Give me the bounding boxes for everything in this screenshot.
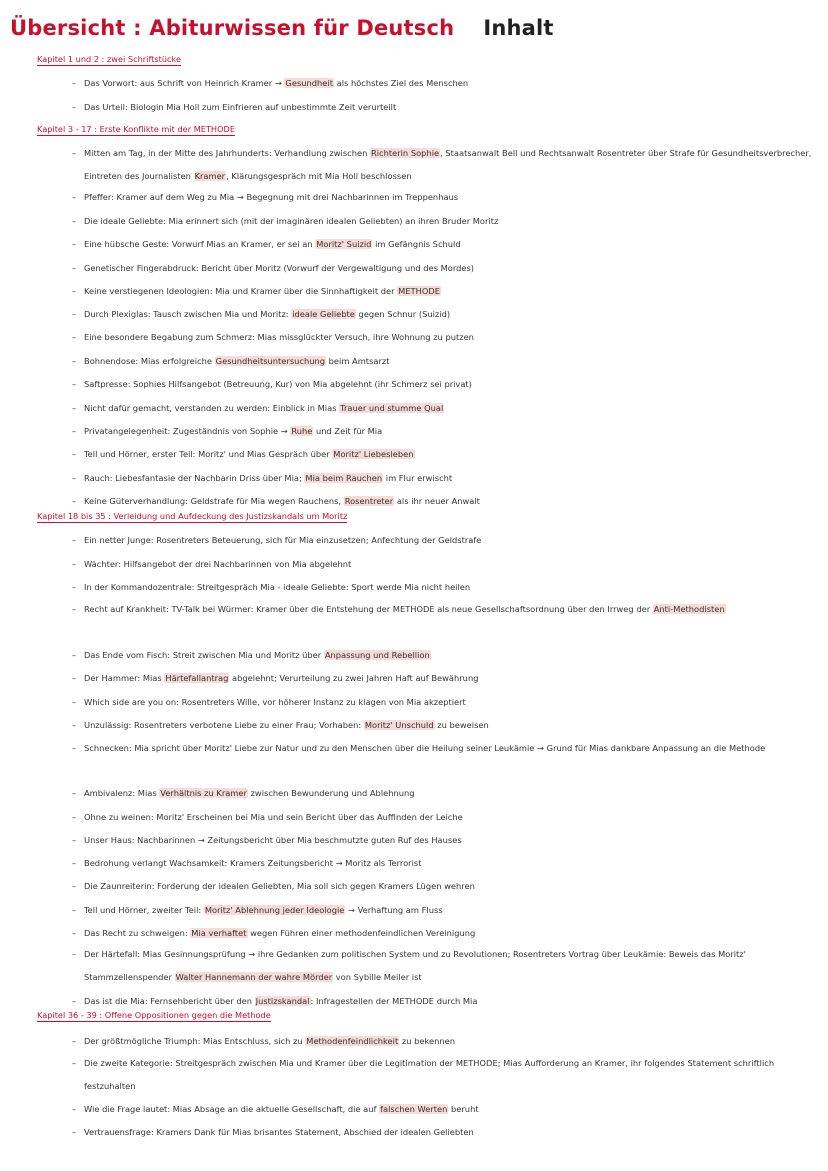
- text-segment: Wächter: Hilfsangebot der drei Nachbarinnen von Mia abgelehnt: [84, 559, 352, 569]
- highlighted-term: Justizskandal: [255, 996, 310, 1006]
- summary-item: [72, 667, 812, 690]
- summary-text: [84, 280, 812, 303]
- bullet-dash-icon: –: [72, 928, 77, 938]
- summary-text: [84, 257, 812, 280]
- summary-item: [72, 737, 812, 760]
- bullet-dash-icon: –: [72, 148, 77, 158]
- title-inhalt: Inhalt: [483, 16, 554, 40]
- summary-item: [72, 553, 812, 576]
- summary-text: [84, 899, 812, 922]
- text-segment: Keine Güterverhandlung: Geldstrafe für Mia wegen Rauchens,: [84, 496, 344, 506]
- bullet-dash-icon: –: [72, 720, 77, 730]
- bullet-dash-icon: –: [72, 78, 77, 88]
- text-segment: In der Kommandozentrale: Streitgespräch Mia - ideale Geliebte: Sport werde Mia nicht heilen: [84, 582, 471, 592]
- summary-text: [84, 943, 812, 988]
- text-segment: Keine verstiegenen Ideologien: Mia und Kramer über die Sinnhaftigkeit der: [84, 286, 398, 296]
- summary-item: [72, 96, 812, 119]
- summary-text: [84, 350, 812, 373]
- text-segment: Mitten am Tag, in der Mitte des Jahrhunderts: Verhandlung zwischen: [84, 148, 370, 158]
- bullet-dash-icon: –: [72, 535, 77, 545]
- summary-item: [72, 490, 812, 513]
- text-segment: Wie die Frage lautet: Mias Absage an die aktuelle Gesellschaft, die auf: [84, 1104, 380, 1114]
- title-main: Übersicht: [10, 16, 126, 40]
- bullet-dash-icon: –: [72, 379, 77, 389]
- text-segment: von Sybille Meiler ist: [333, 971, 422, 982]
- summary-item: [72, 829, 812, 852]
- summary-item: [72, 443, 812, 466]
- bullet-dash-icon: –: [72, 309, 77, 319]
- summary-text: [84, 210, 812, 233]
- chapter-heading: Kapitel 3 - 17 : Erste Konflikte mit der METHODE: [37, 124, 236, 134]
- text-segment: Pfeffer: Kramer auf dem Weg zu Mia → Begegnung mit drei Nachbarinnen im Treppenhaus: [84, 192, 459, 202]
- summary-text: [84, 72, 812, 95]
- bullet-dash-icon: –: [72, 582, 77, 592]
- bullet-dash-icon: –: [72, 697, 77, 707]
- summary-text: [84, 852, 812, 875]
- summary-item: [72, 326, 812, 349]
- text-segment: , Klärungsgespräch mit Mia Holl beschlossen: [226, 170, 412, 181]
- summary-item: [72, 1052, 812, 1097]
- text-segment: und Zeit für Mia: [313, 426, 383, 436]
- summary-item: [72, 714, 812, 737]
- text-segment: Der größtmögliche Triumph: Mias Entschluss, sich zu: [84, 1036, 306, 1046]
- highlighted-term: Mia beim Rauchen: [305, 473, 383, 483]
- text-segment: Nicht dafür gemacht, verstanden zu werden: Einblick in Mias: [84, 403, 340, 413]
- summary-text: [84, 782, 812, 805]
- bullet-dash-icon: –: [72, 216, 77, 226]
- bullet-dash-icon: –: [72, 996, 77, 1006]
- summary-item: [72, 186, 812, 209]
- text-segment: Bohnendose: Mias erfolgreiche: [84, 356, 215, 366]
- bullet-dash-icon: –: [72, 743, 77, 753]
- bullet-dash-icon: –: [72, 835, 77, 845]
- bullet-dash-icon: –: [72, 881, 77, 891]
- bullet-dash-icon: –: [72, 286, 77, 296]
- bullet-dash-icon: –: [72, 473, 77, 483]
- summary-item: [72, 350, 812, 373]
- summary-text: [84, 553, 812, 576]
- highlighted-term: Richterin Sophie: [370, 148, 440, 158]
- summary-text: [84, 303, 812, 326]
- bullet-dash-icon: –: [72, 1127, 77, 1137]
- text-segment: Durch Plexiglas: Tausch zwischen Mia und Moritz:: [84, 309, 292, 319]
- bullet-dash-icon: –: [72, 192, 77, 202]
- summary-item: [72, 210, 812, 233]
- text-segment: Das ist die Mia: Fernsehbericht über den: [84, 996, 255, 1006]
- highlighted-term: Gesundheitsuntersuchung: [215, 356, 326, 366]
- text-segment: als höchstes Ziel des Menschen: [333, 78, 469, 88]
- highlighted-term: Ruhe: [291, 426, 313, 436]
- text-segment: Der Härtefall: Mias Gesinnungsprüfung → ihre Gedanken zum politischen System und zu Revolutionen; Rosentreters Vortrag über Leukämie: Beweis das Moritz' Stammzellenspender: [84, 949, 746, 982]
- bullet-dash-icon: –: [72, 788, 77, 798]
- highlighted-term: Verhältnis zu Kramer: [160, 788, 247, 798]
- bullet-dash-icon: –: [72, 559, 77, 569]
- highlighted-term: Moritz' Unschuld: [364, 720, 434, 730]
- highlighted-term: Anpassung und Rebellion: [324, 650, 430, 660]
- text-segment: Recht auf Krankheit: TV-Talk bei Würmer: Kramer über die Entstehung der METHODE als neue Gesellschaftsordnung über den Irrweg der: [84, 604, 653, 614]
- text-segment: Unzulässig: Rosentreters verbotene Liebe zu einer Frau; Vorhaben:: [84, 720, 364, 730]
- text-segment: Schnecken: Mia spricht über Moritz' Liebe zur Natur und zu den Menschen über die Heilung seiner Leukämie → Grund für Mias dankbare Anpassung an die Methode: [84, 743, 766, 753]
- summary-text: [84, 737, 812, 760]
- text-segment: Ein netter Junge: Rosentreters Beteuerung, sich für Mia einzusetzen; Anfechtung der Geldstrafe: [84, 535, 482, 545]
- summary-text: [84, 326, 812, 349]
- summary-text: [84, 714, 812, 737]
- bullet-dash-icon: –: [72, 949, 77, 959]
- summary-text: [84, 1030, 812, 1053]
- text-segment: Bedrohung verlangt Wachsamkeit: Kramers Zeitungsbericht → Moritz als Terrorist: [84, 858, 422, 868]
- summary-item: [72, 782, 812, 805]
- summary-item: [72, 576, 812, 599]
- text-segment: als ihr neuer Anwalt: [394, 496, 480, 506]
- bullet-dash-icon: –: [72, 239, 77, 249]
- summary-item: [72, 72, 812, 95]
- highlighted-term: Trauer und stumme Qual: [340, 403, 444, 413]
- highlighted-term: falschen Werten: [380, 1104, 448, 1114]
- bullet-dash-icon: –: [72, 332, 77, 342]
- text-segment: Unser Haus: Nachbarinnen → Zeitungsbericht über Mia beschmutzte guten Ruf des Hauses: [84, 835, 462, 845]
- summary-item: [72, 142, 812, 187]
- summary-item: [72, 598, 812, 621]
- summary-text: [84, 806, 812, 829]
- text-segment: Das Ende vom Fisch: Streit zwischen Mia und Moritz über: [84, 650, 324, 660]
- summary-item: [72, 373, 812, 396]
- summary-item: [72, 1098, 812, 1121]
- text-segment: Genetischer Fingerabdruck: Bericht über Moritz (Vorwurf der Vergewaltigung und des Mordes): [84, 263, 475, 273]
- summary-item: [72, 280, 812, 303]
- summary-text: [84, 667, 812, 690]
- bullet-dash-icon: –: [72, 650, 77, 660]
- text-segment: zu beweisen: [434, 720, 489, 730]
- summary-text: [84, 644, 812, 667]
- summary-text: [84, 1121, 812, 1144]
- text-segment: im Flur erwischt: [383, 473, 453, 483]
- summary-text: [84, 875, 812, 898]
- bullet-dash-icon: –: [72, 449, 77, 459]
- highlighted-term: Moritz' Ablehnung jeder Ideologie: [204, 905, 345, 915]
- highlighted-term: METHODE: [398, 286, 441, 296]
- highlighted-term: Walter Hannemann der wahre Mörder: [175, 971, 333, 982]
- bullet-dash-icon: –: [72, 1036, 77, 1046]
- text-segment: → Verhaftung am Fluss: [345, 905, 443, 915]
- text-segment: Which side are you on: Rosentreters Wille, vor höherer Instanz zu klagen von Mia akzeptiert: [84, 697, 466, 707]
- text-segment: Das Vorwort: aus Schrift von Heinrich Kramer →: [84, 78, 285, 88]
- highlighted-term: ideale Geliebte: [292, 309, 355, 319]
- chapter-heading: Kapitel 18 bis 35 : Verleidung und Aufdeckung des Justizskandals um Moritz: [37, 511, 348, 521]
- bullet-dash-icon: –: [72, 905, 77, 915]
- text-segment: Der Hammer: Mias: [84, 673, 165, 683]
- summary-text: [84, 922, 812, 945]
- text-segment: Tell und Hörner, erster Teil: Moritz' und Mias Gespräch über: [84, 449, 333, 459]
- summary-item: [72, 943, 812, 988]
- summary-item: [72, 303, 812, 326]
- text-segment: Die Zaunreiterin: Forderung der idealen Geliebten, Mia soll sich gegen Kramers Lügen wehren: [84, 881, 475, 891]
- summary-text: [84, 490, 812, 513]
- summary-text: [84, 829, 812, 852]
- summary-item: [72, 1030, 812, 1053]
- summary-item: [72, 1121, 812, 1144]
- text-segment: Privatangelegenheit: Zugeständnis von Sophie →: [84, 426, 291, 436]
- text-segment: abgelehnt; Verurteilung zu zwei Jahren Haft auf Bewährung: [229, 673, 479, 683]
- summary-text: [84, 1052, 812, 1097]
- summary-item: [72, 899, 812, 922]
- text-segment: Eine hübsche Geste: Vorwurf Mias an Kramer, er sei an: [84, 239, 316, 249]
- text-segment: Ambivalenz: Mias: [84, 788, 160, 798]
- highlighted-term: Gesundheit: [285, 78, 333, 88]
- summary-item: [72, 875, 812, 898]
- text-segment: Das Recht zu schweigen:: [84, 928, 191, 938]
- bullet-dash-icon: –: [72, 1058, 77, 1068]
- text-segment: wegen Führen einer methodenfeindlichen Vereinigung: [247, 928, 476, 938]
- summary-item: [72, 806, 812, 829]
- text-segment: beruht: [448, 1104, 479, 1114]
- highlighted-term: Kramer: [194, 170, 226, 181]
- bullet-dash-icon: –: [72, 403, 77, 413]
- page-title: [10, 16, 554, 40]
- chapter-heading: Kapitel 1 und 2 : zwei Schriftstücke: [37, 54, 182, 64]
- highlighted-term: Rosentreter: [344, 496, 394, 506]
- summary-text: [84, 443, 812, 466]
- summary-text: [84, 142, 812, 187]
- summary-item: [72, 257, 812, 280]
- summary-text: [84, 186, 812, 209]
- summary-text: [84, 576, 812, 599]
- summary-item: [72, 397, 812, 420]
- highlighted-term: Methodenfeindlichkeit: [306, 1036, 399, 1046]
- text-segment: im Gefängnis Schuld: [372, 239, 461, 249]
- bullet-dash-icon: –: [72, 858, 77, 868]
- summary-text: [84, 467, 812, 490]
- summary-item: [72, 644, 812, 667]
- highlighted-term: Moritz' Liebesleben: [333, 449, 414, 459]
- summary-text: [84, 529, 812, 552]
- bullet-dash-icon: –: [72, 102, 77, 112]
- title-sub: : Abiturwissen für Deutsch: [133, 16, 455, 40]
- summary-text: [84, 1098, 812, 1121]
- bullet-dash-icon: –: [72, 426, 77, 436]
- text-segment: zu bekennen: [399, 1036, 455, 1046]
- summary-item: [72, 467, 812, 490]
- summary-text: [84, 233, 812, 256]
- text-segment: Eine besondere Begabung zum Schmerz: Mias missglückter Versuch, ihre Wohnung zu putzen: [84, 332, 474, 342]
- summary-item: [72, 852, 812, 875]
- bullet-dash-icon: –: [72, 356, 77, 366]
- bullet-dash-icon: –: [72, 812, 77, 822]
- summary-item: [72, 529, 812, 552]
- summary-item: [72, 691, 812, 714]
- bullet-dash-icon: –: [72, 1104, 77, 1114]
- bullet-dash-icon: –: [72, 496, 77, 506]
- bullet-dash-icon: –: [72, 673, 77, 683]
- summary-item: [72, 922, 812, 945]
- bullet-dash-icon: –: [72, 604, 77, 614]
- highlighted-term: Moritz' Suizid: [316, 239, 372, 249]
- text-segment: Tell und Hörner, zweiter Teil:: [84, 905, 204, 915]
- summary-text: [84, 96, 812, 119]
- summary-text: [84, 373, 812, 396]
- text-segment: gegen Schnur (Suizid): [355, 309, 451, 319]
- text-segment: Die ideale Geliebte: Mia erinnert sich (mit der imaginären idealen Geliebten) an ihren Bruder Moritz: [84, 216, 499, 226]
- summary-text: [84, 420, 812, 443]
- summary-text: [84, 598, 812, 621]
- highlighted-term: Mia verhaftet: [191, 928, 247, 938]
- text-segment: Das Urteil: Biologin Mia Holl zum Einfrieren auf unbestimmte Zeit verurteilt: [84, 102, 397, 112]
- text-segment: Vertrauensfrage: Kramers Dank für Mias brisantes Statement, Abschied der idealen Geliebten: [84, 1127, 474, 1137]
- text-segment: Rauch: Liebesfantasie der Nachbarin Driss über Mia;: [84, 473, 305, 483]
- text-segment: , Staatsanwalt Bell und Rechtsanwalt Rosentreter über Strafe für Gesundheitsverbrecher, Eintreten des Journalisten: [84, 148, 812, 181]
- highlighted-term: Härtefallantrag: [165, 673, 229, 683]
- bullet-dash-icon: –: [72, 263, 77, 273]
- text-segment: beim Amtsarzt: [326, 356, 390, 366]
- summary-item: [72, 233, 812, 256]
- text-segment: zwischen Bewunderung und Ablehnung: [247, 788, 415, 798]
- chapter-heading: Kapitel 36 - 39 : Offene Oppositionen gegen die Methode: [37, 1010, 271, 1020]
- highlighted-term: Anti-Methodisten: [653, 604, 725, 614]
- text-segment: : Infragestellen der METHODE durch Mia: [310, 996, 478, 1006]
- text-segment: Die zweite Kategorie: Streitgespräch zwischen Mia und Kramer über die Legitimation der METHODE; Mias Aufforderung an Kramer, ihr folgendes Statement schriftlich festzuhalten: [84, 1058, 775, 1091]
- summary-item: [72, 420, 812, 443]
- text-segment: Ohne zu weinen: Moritz' Erscheinen bei Mia und sein Bericht über das Auffinden der Leiche: [84, 812, 463, 822]
- text-segment: Saftpresse: Sophies Hilfsangebot (Betreuung, Kur) von Mia abgelehnt (ihr Schmerz sei privat): [84, 379, 472, 389]
- summary-text: [84, 397, 812, 420]
- summary-text: [84, 691, 812, 714]
